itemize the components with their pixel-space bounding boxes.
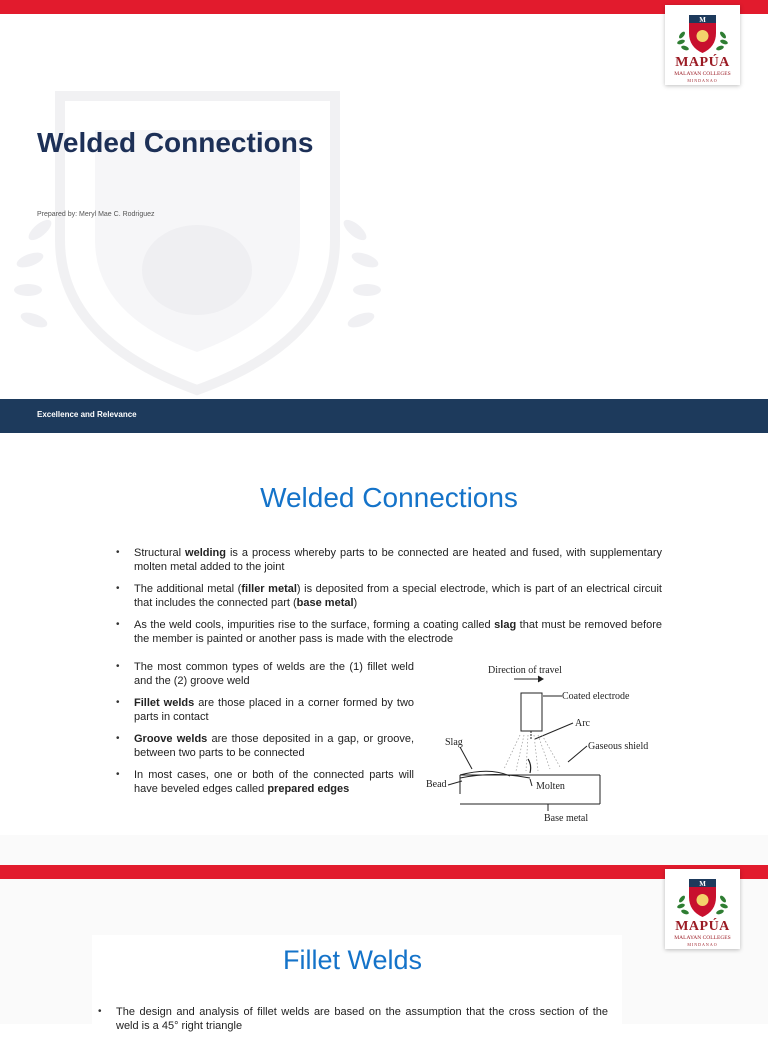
bullet-item xyxy=(116,660,414,688)
label-gaseous-shield: Gaseous shield xyxy=(588,741,649,752)
footer-bar xyxy=(0,399,768,433)
school-logo xyxy=(665,869,740,949)
logo-subtitle: MALAYAN COLLEGES xyxy=(674,935,731,941)
bullet-list xyxy=(98,1005,608,1041)
prepared-by: Prepared by: Meryl Mae C. Rodriguez xyxy=(37,211,155,218)
bold-term: base metal xyxy=(296,597,354,609)
bullet-item xyxy=(116,618,662,646)
bullet-item xyxy=(116,696,414,724)
svg-text:M: M xyxy=(699,880,706,888)
bullet-text: ) is deposited from a special electrode, which is part of an electrical circuit that includes the connected part ( xyxy=(134,583,662,609)
welding-diagram xyxy=(420,659,680,829)
bullet-text: The design and analysis of fillet welds are based on the assumption that the cross section of the weld is a 45° right triangle xyxy=(116,1006,608,1032)
bullet-item xyxy=(98,1005,608,1033)
logo-name: MAPÚA xyxy=(675,919,730,934)
bullet-text: that must be removed before the member is painted or another pass is made with the electrode xyxy=(134,619,662,645)
bold-term: Groove welds xyxy=(134,733,208,745)
top-red-bar xyxy=(0,0,768,14)
crest-icon xyxy=(674,11,731,55)
bullet-text: is a process whereby parts to be connected are heated and fused, with supplementary molten metal added to the joint xyxy=(134,547,662,573)
footer-text: Excellence and Relevance xyxy=(37,410,137,419)
bullet-list-top xyxy=(116,546,662,654)
label-slag: Slag xyxy=(445,737,463,748)
label-arc: Arc xyxy=(575,718,590,729)
label-bead: Bead xyxy=(426,779,447,790)
content-slide-fillet-welds xyxy=(0,835,768,1032)
bullet-text: are those deposited in a gap, or groove, between two parts to be connected xyxy=(134,733,414,759)
bullet-item xyxy=(116,546,662,574)
bold-term: welding xyxy=(185,547,226,559)
school-logo xyxy=(665,5,740,85)
bullet-item xyxy=(116,732,414,760)
bullet-text: In most cases, one or both of the connected parts will have beveled edges called xyxy=(134,769,414,795)
label-direction-of-travel: Direction of travel xyxy=(488,665,562,676)
bullet-text: ) xyxy=(353,597,358,609)
bullet-text: The most common types of welds are the (1) fillet weld and the (2) groove weld xyxy=(134,661,414,687)
logo-name: MAPÚA xyxy=(675,55,730,70)
bold-term: prepared edges xyxy=(267,783,350,795)
bullet-item xyxy=(116,768,414,796)
bold-term: filler metal xyxy=(241,583,297,595)
slide-title: Welded Connections xyxy=(37,127,314,158)
logo-subtitle-2: MINDANAO xyxy=(687,942,718,947)
top-red-bar xyxy=(0,865,768,879)
slide-title: Fillet Welds xyxy=(282,945,423,975)
logo-subtitle: MALAYAN COLLEGES xyxy=(674,71,731,77)
slide-title: Welded Connections xyxy=(260,482,518,513)
bullet-item xyxy=(116,582,662,610)
bullet-list-left xyxy=(116,660,414,804)
bold-term: Fillet welds xyxy=(134,697,195,709)
bullet-text: are those placed in a corner formed by two parts in contact xyxy=(134,697,415,723)
svg-text:M: M xyxy=(699,16,706,24)
logo-subtitle-2: MINDANAO xyxy=(687,78,718,83)
bullet-text: The additional metal ( xyxy=(134,583,242,595)
label-base-metal: Base metal xyxy=(544,813,589,824)
bold-term: slag xyxy=(494,619,517,631)
bullet-text: Structural xyxy=(134,547,186,559)
label-molten: Molten xyxy=(536,781,565,792)
bullet-text: As the weld cools, impurities rise to the surface, forming a coating called xyxy=(134,619,495,631)
content-slide-welded-connections xyxy=(0,433,768,835)
title-slide xyxy=(0,0,768,433)
crest-icon xyxy=(674,875,731,919)
label-coated-electrode: Coated electrode xyxy=(562,691,630,702)
